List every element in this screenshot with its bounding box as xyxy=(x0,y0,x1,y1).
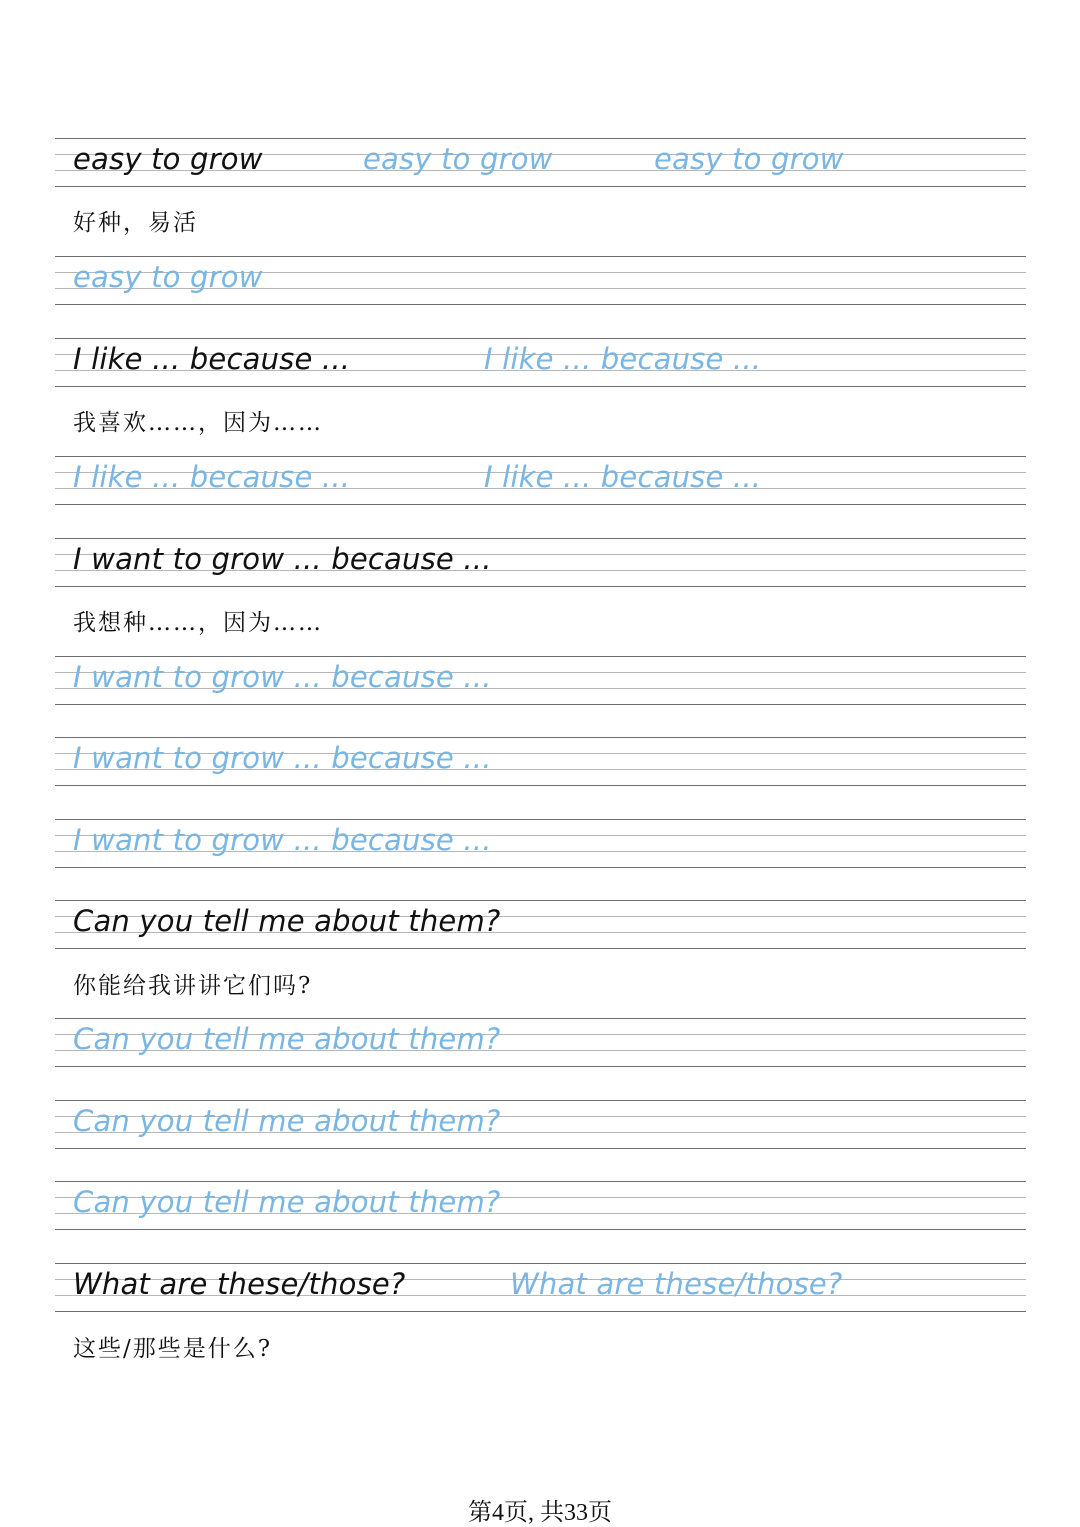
trace-phrase: easy to grow xyxy=(654,142,844,176)
guide-line-top xyxy=(55,819,1026,820)
chinese-translation: 这些/那些是什么? xyxy=(73,1336,273,1362)
trace-phrase: Can you tell me about them? xyxy=(73,1022,501,1056)
trace-phrase: I like ... because ... xyxy=(484,342,762,376)
trace-phrase: I want to grow ... because ... xyxy=(73,823,492,857)
guide-line-top xyxy=(55,138,1026,139)
guide-line-top xyxy=(55,538,1026,539)
model-phrase: I want to grow ... because ... xyxy=(73,542,492,576)
trace-phrase: easy to grow xyxy=(73,260,263,294)
guide-line-bottom xyxy=(55,1229,1026,1230)
guide-line-top xyxy=(55,737,1026,738)
chinese-translation: 我想种……，因为…… xyxy=(73,610,323,636)
guide-line-bottom xyxy=(55,1066,1026,1067)
guide-line-top xyxy=(55,1018,1026,1019)
guide-line-top xyxy=(55,656,1026,657)
trace-phrase: What are these/those? xyxy=(510,1267,843,1301)
guide-line-top xyxy=(55,1263,1026,1264)
guide-line-top xyxy=(55,900,1026,901)
guide-line-top xyxy=(55,338,1026,339)
guide-line-bottom xyxy=(55,1311,1026,1312)
guide-line-bottom xyxy=(55,586,1026,587)
chinese-translation: 你能给我讲讲它们吗? xyxy=(73,973,313,999)
trace-phrase: I want to grow ... because ... xyxy=(73,741,492,775)
guide-line-bottom xyxy=(55,386,1026,387)
guide-line-bottom xyxy=(55,504,1026,505)
guide-line-top xyxy=(55,1181,1026,1182)
model-phrase: easy to grow xyxy=(73,142,263,176)
page-footer: 第4页, 共33页 xyxy=(468,1500,612,1526)
guide-line-bottom xyxy=(55,304,1026,305)
trace-phrase: I like ... because ... xyxy=(73,460,351,494)
guide-line-bottom xyxy=(55,704,1026,705)
trace-phrase: Can you tell me about them? xyxy=(73,1185,501,1219)
guide-line-bottom xyxy=(55,867,1026,868)
guide-line-bottom xyxy=(55,948,1026,949)
trace-phrase: I want to grow ... because ... xyxy=(73,660,492,694)
guide-line-top xyxy=(55,256,1026,257)
trace-phrase: easy to grow xyxy=(363,142,553,176)
trace-phrase: I like ... because ... xyxy=(484,460,762,494)
guide-line-bottom xyxy=(55,785,1026,786)
guide-line-bottom xyxy=(55,1148,1026,1149)
model-phrase: What are these/those? xyxy=(73,1267,406,1301)
model-phrase: I like ... because ... xyxy=(73,342,351,376)
guide-line-top xyxy=(55,456,1026,457)
chinese-translation: 好种，易活 xyxy=(73,210,198,236)
model-phrase: Can you tell me about them? xyxy=(73,904,501,938)
guide-line-top xyxy=(55,1100,1026,1101)
trace-phrase: Can you tell me about them? xyxy=(73,1104,501,1138)
chinese-translation: 我喜欢……，因为…… xyxy=(73,410,323,436)
guide-line-bottom xyxy=(55,186,1026,187)
